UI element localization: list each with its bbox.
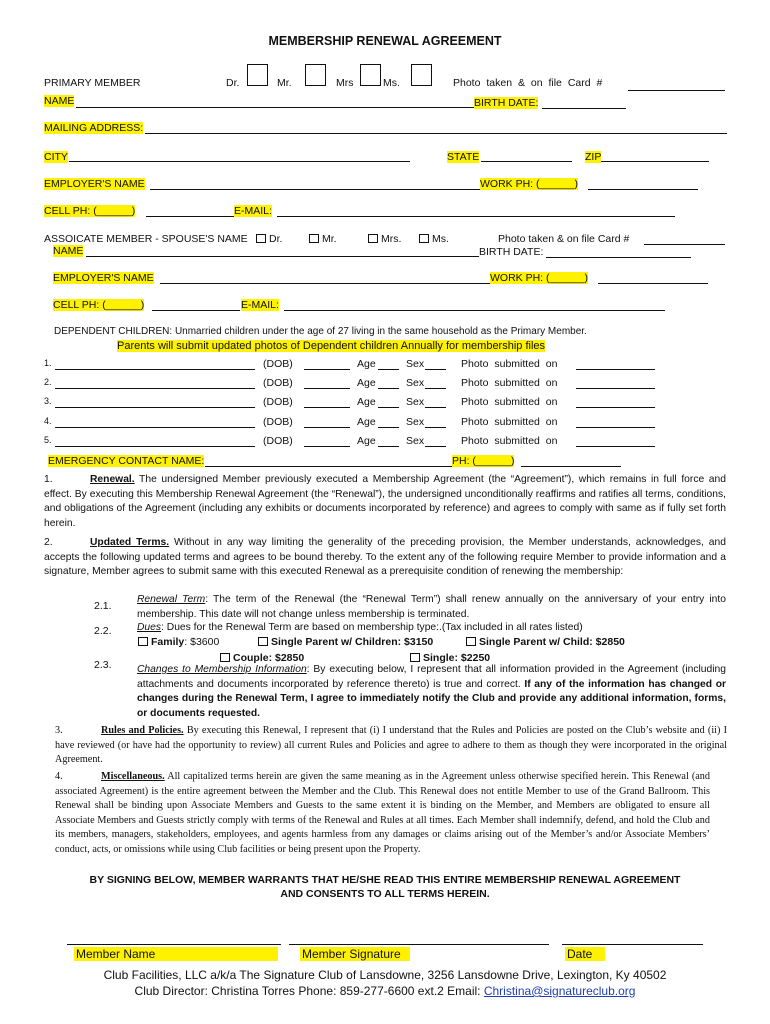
section-2-2: Dues: Dues for the Renewal Term are based on membership type:.(Tax included in all rates listed) — [137, 622, 583, 633]
dependent-dob-field[interactable] — [304, 427, 350, 428]
dependent-photo-date-field[interactable] — [576, 369, 655, 370]
assoc-checkbox-ms[interactable] — [419, 234, 429, 243]
section-3: 3. Rules and Policies. By executing this Renewal, I represent that (i) I understand that the Rules and Policies are posted on the Club’s website and (ii) I have reviewed (or have had the opportunity to review) all current Rules and Policies and agree to adhere to them as though they were incorporated in the original Agreement. — [55, 725, 727, 766]
zip-label: ZIP — [585, 151, 602, 163]
email-label: E-MAIL: — [234, 205, 272, 217]
member-signature-line[interactable] — [289, 944, 549, 945]
salutation-ms: Ms. — [383, 77, 400, 89]
emergency-contact-field[interactable] — [205, 466, 452, 467]
assoc-work-phone-field[interactable] — [598, 283, 708, 284]
email-field[interactable] — [277, 216, 675, 217]
section-2-2-number: 2.2. — [94, 625, 112, 637]
dues-family-option[interactable]: Family: $3600 — [138, 636, 219, 648]
employer-name-label: EMPLOYER'S NAME — [44, 178, 145, 190]
dependent-photo-date-field[interactable] — [576, 388, 655, 389]
closing-line-1: BY SIGNING BELOW, MEMBER WARRANTS THAT HE/SHE READ THIS ENTIRE MEMBERSHIP RENEWAL AGREEMENT — [89, 874, 681, 886]
primary-member-label: PRIMARY MEMBER — [44, 77, 141, 89]
dependent-sex-label: Sex — [406, 358, 425, 370]
dependent-age-field[interactable] — [378, 446, 399, 447]
assoc-checkbox-mr[interactable] — [309, 234, 319, 243]
director-email-link[interactable]: Christina@signatureclub.org — [483, 984, 636, 998]
dependent-age-field[interactable] — [378, 369, 399, 370]
dependent-photo-label: Photo submitted on — [461, 435, 558, 447]
dependent-sex-field[interactable] — [425, 407, 446, 408]
salutation-mr: Mr. — [277, 77, 292, 89]
single-children-checkbox[interactable] — [258, 637, 268, 646]
page-title: MEMBERSHIP RENEWAL AGREEMENT — [268, 34, 502, 48]
dependent-age-field[interactable] — [378, 388, 399, 389]
dependent-number: 1. — [44, 358, 52, 368]
dependent-age-label: Age — [357, 416, 376, 428]
assoc-salutation-mrs[interactable]: Mrs. — [368, 233, 401, 245]
assoc-cell-phone-field[interactable] — [152, 310, 240, 311]
cell-phone-label: CELL PH: (______) — [44, 205, 136, 217]
state-label: STATE — [447, 151, 480, 163]
assoc-salutation-dr[interactable]: Dr. — [256, 233, 282, 245]
salutation-dr: Dr. — [226, 77, 240, 89]
assoc-name-label: NAME — [53, 245, 84, 257]
employer-name-field[interactable] — [150, 189, 480, 190]
dues-single-child-option[interactable]: Single Parent w/ Child: $2850 — [466, 636, 625, 648]
emergency-phone-field[interactable] — [521, 466, 621, 467]
assoc-email-label: E-MAIL: — [241, 299, 279, 311]
cell-phone-field[interactable] — [146, 216, 234, 217]
state-field[interactable] — [481, 161, 572, 162]
dependent-dob-label: (DOB) — [263, 416, 293, 428]
dependent-dob-field[interactable] — [304, 446, 350, 447]
dependent-age-field[interactable] — [378, 427, 399, 428]
checkbox-ms[interactable] — [411, 64, 432, 86]
member-name-label: Member Name — [74, 947, 278, 961]
dependent-dob-field[interactable] — [304, 369, 350, 370]
dependent-sex-label: Sex — [406, 396, 425, 408]
primary-name-field[interactable] — [76, 107, 474, 108]
salutation-mrs: Mrs — [336, 77, 354, 89]
single-checkbox[interactable] — [410, 653, 420, 662]
footer-address: Club Facilities, LLC a/k/a The Signature Club of Lansdowne, 3256 Lansdowne Drive, Lexington, Ky 40502 — [103, 968, 667, 982]
dependent-name-field[interactable] — [55, 369, 255, 370]
dependent-name-field[interactable] — [55, 407, 255, 408]
city-field[interactable] — [69, 161, 410, 162]
city-label: CITY — [44, 151, 68, 163]
dependent-dob-label: (DOB) — [263, 396, 293, 408]
couple-checkbox[interactable] — [220, 653, 230, 662]
dependents-notice: Parents will submit updated photos of Dependent children Annually for membership files — [117, 340, 546, 352]
assoc-birth-date-field[interactable] — [546, 257, 691, 258]
dependent-name-field[interactable] — [55, 388, 255, 389]
single-child-checkbox[interactable] — [466, 637, 476, 646]
assoc-work-phone-label: WORK PH: (______) — [490, 272, 589, 284]
mailing-address-label: MAILING ADDRESS: — [44, 122, 144, 134]
dependent-photo-label: Photo submitted on — [461, 416, 558, 428]
dependent-dob-field[interactable] — [304, 388, 350, 389]
emergency-contact-label: EMERGENCY CONTACT NAME: — [48, 455, 205, 467]
section-2-3: Changes to Membership Information: By executing below, I represent that all information provided in the Agreement (including attachments and documents incorporated by reference thereto) is true and correct. If any of the information has changed or changes during the Renewal Term, I agree to immediately notify the Club and provide any additional information, forms, or documents requested. — [137, 664, 726, 719]
footer-contact: Club Director: Christina Torres Phone: 859-277-6600 ext.2 Email: Christina@signatureclub.org — [134, 984, 636, 998]
assoc-birth-date-label: BIRTH DATE: — [479, 246, 544, 258]
work-phone-label: WORK PH: (______) — [480, 178, 579, 190]
section-2-3-number: 2.3. — [94, 659, 112, 671]
dependent-number: 4. — [44, 416, 52, 426]
member-name-line[interactable] — [67, 944, 281, 945]
card-number-field[interactable] — [628, 90, 725, 91]
closing-line-2: AND CONSENTS TO ALL TERMS HEREIN. — [280, 888, 490, 900]
dependent-dob-label: (DOB) — [263, 358, 293, 370]
dependent-photo-label: Photo submitted on — [461, 358, 558, 370]
assoc-photo-card-label: Photo taken & on file Card # — [498, 233, 630, 245]
dependent-number: 2. — [44, 377, 52, 387]
dependent-age-field[interactable] — [378, 407, 399, 408]
dependents-intro: DEPENDENT CHILDREN: Unmarried children under the age of 27 living in the same household as the Primary Member. — [54, 326, 587, 337]
dependent-sex-label: Sex — [406, 377, 425, 389]
assoc-employer-field[interactable] — [160, 283, 490, 284]
assoc-salutation-ms[interactable]: Ms. — [419, 233, 449, 245]
date-line[interactable] — [562, 944, 703, 945]
section-2-1: Renewal Term: The term of the Renewal (the “Renewal Term”) shall renew annually on the anniversary of your entry into membership. This date will not change unless membership is terminated. — [137, 594, 726, 620]
dependent-name-field[interactable] — [55, 427, 255, 428]
dependent-name-field[interactable] — [55, 446, 255, 447]
zip-field[interactable] — [601, 161, 709, 162]
dues-single-children-option[interactable]: Single Parent w/ Children: $3150 — [258, 636, 433, 648]
checkbox-mrs[interactable] — [360, 64, 381, 86]
family-checkbox[interactable] — [138, 637, 148, 646]
dependent-age-label: Age — [357, 358, 376, 370]
assoc-checkbox-dr[interactable] — [256, 234, 266, 243]
associate-member-label: ASSOICATE MEMBER - SPOUSE'S NAME — [44, 233, 248, 245]
dues-single-option[interactable]: Single: $2250 — [410, 652, 490, 664]
dependent-photo-label: Photo submitted on — [461, 377, 558, 389]
dependent-number: 3. — [44, 396, 52, 406]
dependent-sex-field[interactable] — [425, 446, 446, 447]
dependent-photo-label: Photo submitted on — [461, 396, 558, 408]
mailing-address-field[interactable] — [145, 133, 727, 134]
section-2: 2. Updated Terms. Without in any way limiting the generality of the preceding provision, the Member understands, acknowledges, and accepts the following updated terms and agrees to be bound thereby. To the extent any of the following require Member to provide information and a signature, Member agrees to submit same with this executed Renewal as a prerequisite condition of renewing the membership: — [44, 537, 726, 578]
dependent-age-label: Age — [357, 396, 376, 408]
dues-couple-option[interactable]: Couple: $2850 — [220, 652, 304, 664]
dependent-dob-label: (DOB) — [263, 435, 293, 447]
checkbox-dr[interactable] — [247, 64, 268, 86]
assoc-checkbox-mrs[interactable] — [368, 234, 378, 243]
checkbox-mr[interactable] — [305, 64, 326, 86]
dependent-sex-label: Sex — [406, 416, 425, 428]
dependent-sex-field[interactable] — [425, 369, 446, 370]
assoc-card-number-field[interactable] — [644, 244, 725, 245]
dependent-number: 5. — [44, 435, 52, 445]
photo-card-label: Photo taken & on file Card # — [453, 77, 603, 89]
dependent-age-label: Age — [357, 377, 376, 389]
dependent-photo-date-field[interactable] — [576, 446, 655, 447]
birth-date-field[interactable] — [542, 108, 626, 109]
work-phone-field[interactable] — [588, 189, 698, 190]
assoc-cell-phone-label: CELL PH: (______) — [53, 299, 145, 311]
section-4: 4. Miscellaneous. All capitalized terms herein are given the same meaning as in the Agreement unless otherwise specified herein. This Renewal (and associated Agreement) is the entire agreement between the Member and the Club. This Renewal does not entitle Member to use of the Grand Ballroom. This Renewal shall be binding upon Associate Members and Guests to the same extent it is binding on the Member, and Members are obligated to ensure all Associate Members and Guests strictly comply with terms of the Renewal and Rules at all times. Each Member shall indemnify, defend, and hold the Club and its members, managers, stakeholders, employees, and agents harmless from any damages or claims arising out of the Member’s and/or Associate Members’ conduct, acts, or omissions while using Club facilities or being present upon the Property. — [55, 771, 710, 855]
dependent-dob-field[interactable] — [304, 407, 350, 408]
dependent-sex-label: Sex — [406, 435, 425, 447]
dependent-sex-field[interactable] — [425, 388, 446, 389]
assoc-salutation-mr[interactable]: Mr. — [309, 233, 337, 245]
birth-date-label: BIRTH DATE: — [474, 97, 539, 109]
assoc-name-field[interactable] — [86, 256, 479, 257]
member-signature-label: Member Signature — [300, 947, 410, 961]
section-2-1-number: 2.1. — [94, 600, 112, 612]
name-label: NAME — [44, 95, 75, 107]
assoc-email-field[interactable] — [284, 310, 665, 311]
dependent-age-label: Age — [357, 435, 376, 447]
section-1: 1. Renewal. The undersigned Member previously executed a Membership Agreement (the “Agreement”), which remains in full force and effect. By executing this Membership Renewal Agreement (the “Renewal”), the undersigned unconditionally reaffirms and ratifies all terms, conditions, and obligations of the Agreement (including any exhibits or documents incorporated by reference) and agrees to comply with same as if fully set forth herein. — [44, 474, 726, 529]
emergency-phone-label: PH: (______) — [452, 455, 515, 467]
dependent-sex-field[interactable] — [425, 427, 446, 428]
dependent-photo-date-field[interactable] — [576, 427, 655, 428]
date-label: Date — [565, 947, 605, 961]
assoc-employer-label: EMPLOYER'S NAME — [53, 272, 154, 284]
dependent-photo-date-field[interactable] — [576, 407, 655, 408]
dependent-dob-label: (DOB) — [263, 377, 293, 389]
